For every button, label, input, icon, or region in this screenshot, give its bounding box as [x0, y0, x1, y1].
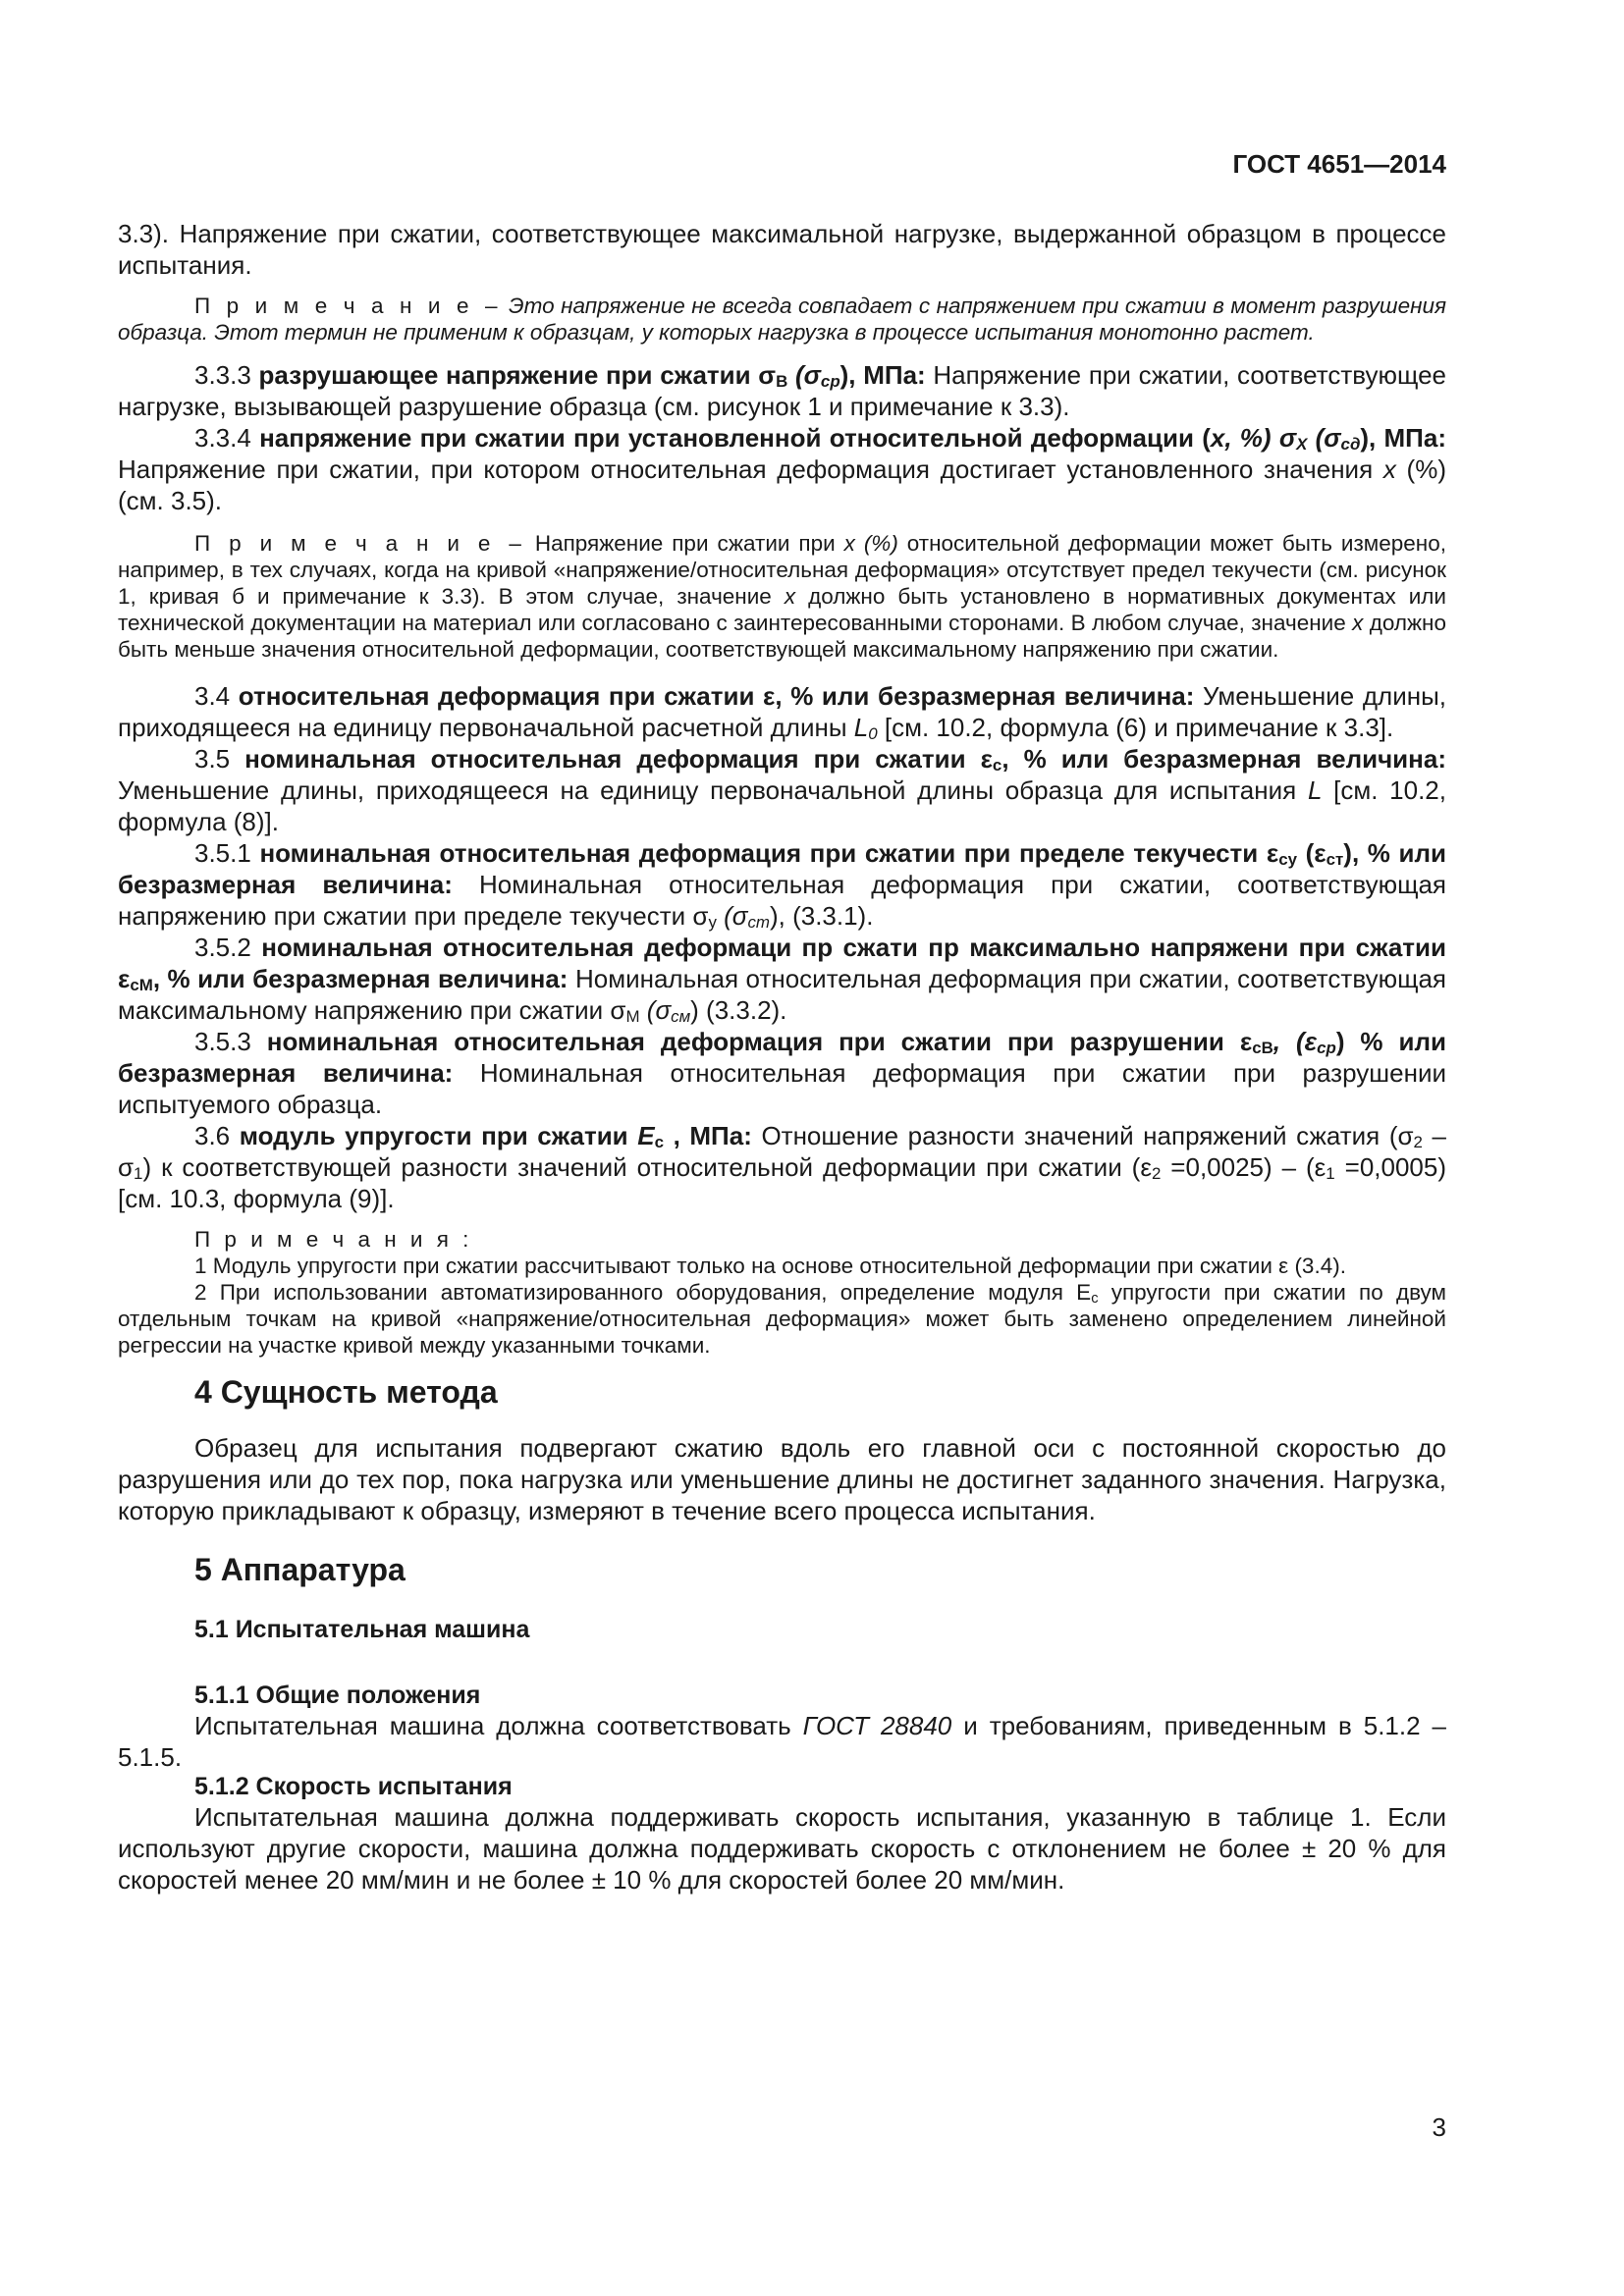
subsection-5-1-2-title: 5.1.2 Скорость испытания: [194, 1773, 513, 1800]
note-3-3-4: П р и м е ч а н и е – Напряжение при сжатии при x (%) относительной деформации может быть измерено, например, в тех случаях, когда на кривой «напряжение/относительная деформация» отсутствует предел текучести (см. рисунок 1, кривая б и примечание к 3.3). В этом случае, значение x должно быть установлено в нормативных документах или технической документации на материал или согласовано с заинтересованными сторонами. В любом случае, значение x должно быть меньше значения относительной деформации, соответствующей максимальному напряжению при сжатии.: [118, 531, 1446, 662]
notes-label: П р и м е ч а н и я :: [194, 1227, 473, 1252]
note-item-1: 1 Модуль упругости при сжатии рассчитывают только на основе относительной деформации при сжатии ε (3.4).: [194, 1254, 1346, 1278]
note-item-2: 2 При использовании автоматизированного оборудования, определение модуля $E_с$ упругости при сжатии по двум отдельным точкам на кривой «напряжение/относительная деформация» может быть заменено определением линейной регрессии на участке кривой между указанными точками.: [118, 1280, 1446, 1358]
clause-3-3-3: 3.3.3 разрушающее напряжение при сжатии $\sigma_B$ $(\sigma_{ср})$, МПа: Напряжение при сжатии, соответствующее нагрузке, вызывающей разрушение образца (см. рисунок 1 и примечание к 3.3).: [118, 360, 1446, 421]
section-5-title: 5 Аппаратура: [194, 1552, 406, 1587]
subsection-5-1-title: 5.1 Испытательная машина: [194, 1616, 530, 1643]
clause-3-5-1: 3.5.1 номинальная относительная деформация при сжатии при пределе текучести $\varepsilon_{су}$ $(\varepsilon_{ст})$, % или безразмерная величина: Номинальная относительная деформация при сжатии, соответствующая напряжению при сжатии при пределе текучести $\sigma_у$ $(\sigma_{ст})$, (3.3.1).: [118, 838, 1447, 932]
subsection-5-1-1-title: 5.1.1 Общие положения: [194, 1682, 481, 1709]
section-4-text: Образец для испытания подвергают сжатию вдоль его главной оси с постоянной скоростью до разрушения или до тех пор, пока нагрузка или уменьшение длины не достигнет заданного значения. Нагрузка, которую прикладывают к образцу, измеряют в течение всего процесса испытания.: [118, 1433, 1446, 1525]
note-3-3: П р и м е ч а н и е – Это напряжение не всегда совпадает с напряжением при сжатии в момент разрушения образца. Этот термин не применим к образцам, у которых нагрузка в процессе испытания монотонно растет.: [118, 294, 1446, 345]
clause-3-5-3: 3.5.3 номинальная относительная деформация при сжатии при разрушении $\varepsilon_{сВ}$, $(\varepsilon_{ср})$ % или безразмерная величина: Номинальная относительная деформация при сжатии при разрушении испытуемого образца.: [118, 1027, 1446, 1119]
intro-paragraph: 3.3). Напряжение при сжатии, соответствующее максимальной нагрузке, выдержанной образцом в процессе испытания.: [118, 219, 1446, 280]
clause-3-6: 3.6 модуль упругости при сжатии $E_с$ , МПа: Отношение разности значений напряжений сжатия $(\sigma_2 - \sigma_1)$ к соответствующей разности значений относительной деформации при сжатии $(\varepsilon_2 =0,0025) - (\varepsilon_1 =0,0005)$ [см. 10.3, формула (9)].: [118, 1121, 1447, 1213]
clause-3-3-4: 3.3.4 напряжение при сжатии при установленной относительной деформации (x, %) $\sigma_X$ $(\sigma_{сд})$, МПа: Напряжение при сжатии, при котором относительная деформация достигает установленного значения x (%) (см. 3.5).: [118, 423, 1446, 515]
clause-3-4: 3.4 относительная деформация при сжатии ε, % или безразмерная величина: Уменьшение длины, приходящееся на единицу первоначальной расчетной длины $L_0$ [см. 10.2, формула (6) и примечание к 3.3].: [118, 681, 1446, 743]
document-header: ГОСТ 4651—2014: [1232, 149, 1446, 179]
page-content: [118, 218, 1446, 1896]
subsection-5-1-1-text: Испытательная машина должна соответствовать ГОСТ 28840 и требованиям, приведенным в 5.1.2 – 5.1.5.: [118, 1711, 1446, 1772]
clause-3-5: 3.5 номинальная относительная деформация при сжатии $\varepsilon_с$, % или безразмерная величина: Уменьшение длины, приходящееся на единицу первоначальной длины образца для испытания L [см. 10.2, формула (8)].: [118, 744, 1446, 836]
page-number: 3: [1432, 2112, 1446, 2142]
clause-3-5-2: 3.5.2 номинальная относительная деформаци пр сжати пр максимально напряжени при сжатии $\varepsilon_{сМ}$, % или безразмерная величина: Номинальная относительная деформация при сжатии, соответствующая максимальному напряжению при сжатии $\sigma_М$ $(\sigma_{см})$ (3.3.2).: [118, 933, 1446, 1026]
subsection-5-1-2-text: Испытательная машина должна поддерживать скорость испытания, указанную в таблице 1. Если используют другие скорости, машина должна поддерживать скорость с отклонением не более ± 20 % для скоростей менее 20 мм/мин и не более ± 10 % для скоростей более 20 мм/мин.: [118, 1802, 1446, 1895]
section-4-title: 4 Сущность метода: [194, 1374, 498, 1410]
